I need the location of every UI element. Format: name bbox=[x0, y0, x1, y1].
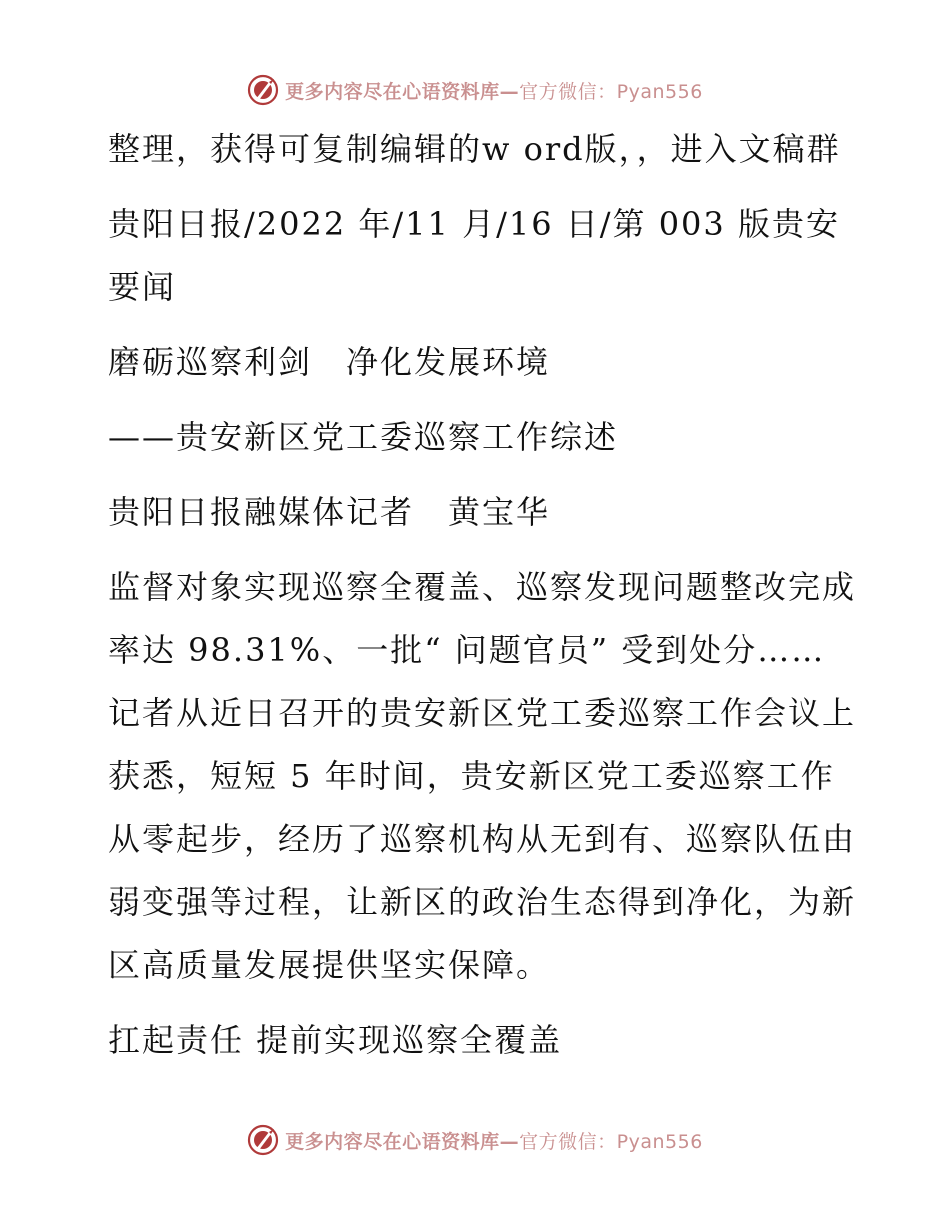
body-paragraph: 监督对象实现巡察全覆盖、巡察发现问题整改完成率达 98.31%、一批“ 问题官员” 受到处分……记者从近日召开的贵安新区党工委巡察工作会议上获悉，短短 5 年时间，贵安新区党工委巡察工作从零起步，经历了巡察机构从无到有、巡察队伍由弱变强等过程，让新区的政治生态得到净化，为新区高质量发展提供坚实保障。 bbox=[108, 568, 857, 984]
watermark-contact-text: 官方微信：Pyan556 bbox=[519, 80, 703, 103]
headline: 磨砺巡察利剑 净化发展环境 bbox=[108, 343, 551, 381]
watermark-text bbox=[285, 77, 703, 104]
footer-watermark bbox=[0, 1120, 950, 1160]
document-body bbox=[98, 118, 858, 1084]
watermark-separator: — bbox=[499, 80, 520, 103]
byline: 贵阳日报融媒体记者 黄宝华 bbox=[108, 493, 551, 531]
quill-pen-logo-icon bbox=[247, 1124, 279, 1156]
watermark-text bbox=[285, 1127, 703, 1154]
subheadline: ——贵安新区党工委巡察工作综述 bbox=[108, 418, 619, 456]
header-watermark bbox=[0, 70, 950, 110]
watermark-site-text: 更多内容尽在心语资料库 bbox=[285, 80, 500, 103]
intro-paragraph: 整理，获得可复制编辑的w ord版，，进入文稿群 bbox=[108, 130, 841, 168]
watermark-site-text: 更多内容尽在心语资料库 bbox=[285, 1130, 500, 1153]
source-line: 贵阳日报/2022 年/11 月/16 日/第 003 版贵安要闻 bbox=[108, 205, 840, 306]
section-heading: 扛起责任 提前实现巡察全覆盖 bbox=[108, 1021, 563, 1059]
watermark-contact-text: 官方微信：Pyan556 bbox=[519, 1130, 703, 1153]
watermark-separator: — bbox=[499, 1130, 520, 1153]
quill-pen-logo-icon bbox=[247, 74, 279, 106]
